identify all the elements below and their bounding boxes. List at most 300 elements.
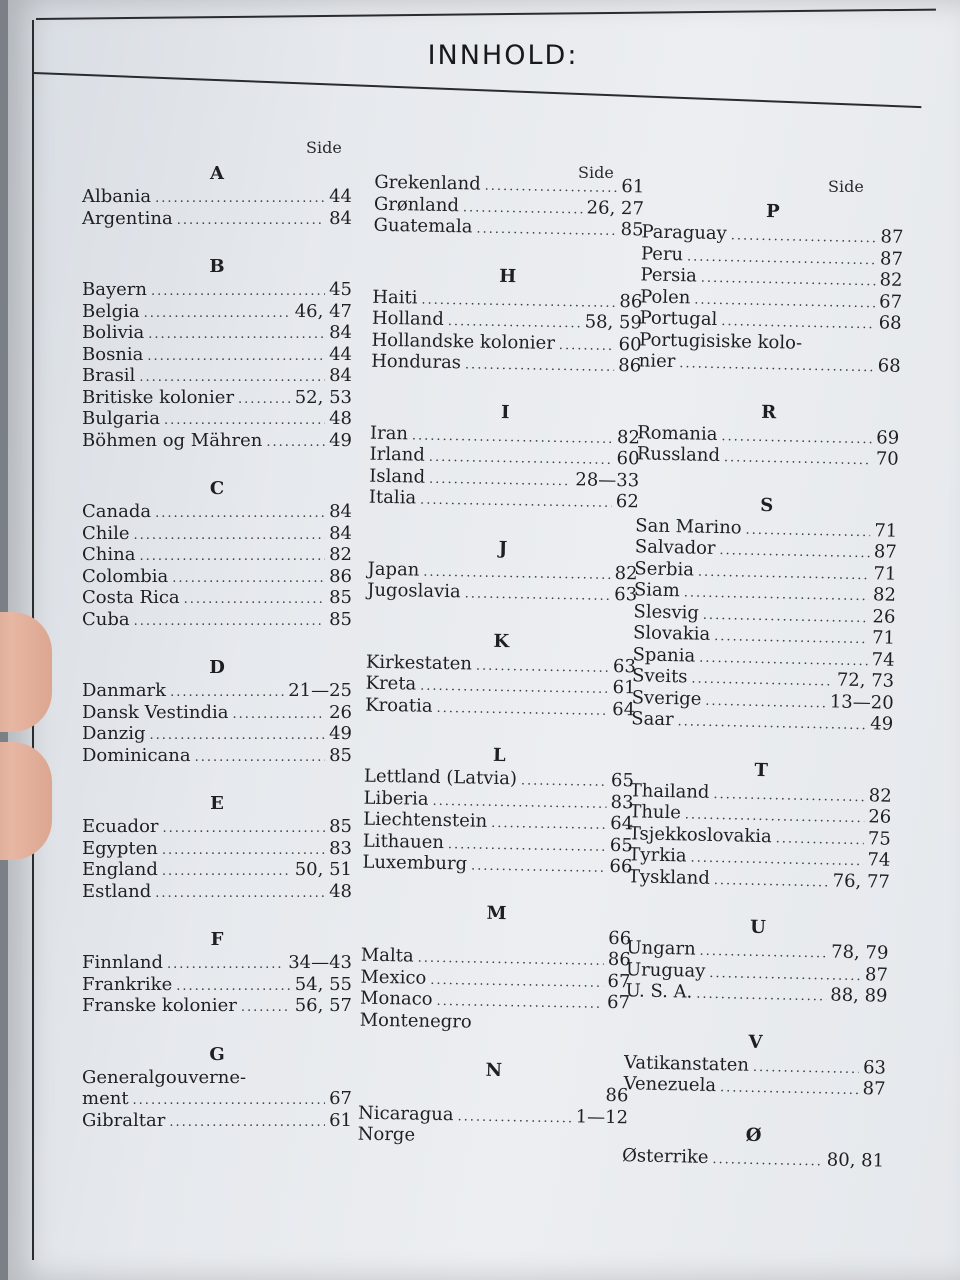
dot-leader [170, 682, 284, 704]
entry-name: Chile [82, 522, 130, 544]
section-letter: A [210, 163, 224, 184]
entry-page-number: 68 [877, 355, 901, 377]
entry-name: Italia [368, 486, 417, 509]
entry-page-number: 84 [329, 501, 352, 522]
entry-page-number: 64 [610, 812, 634, 835]
entry-page-number: 87 [862, 1078, 886, 1100]
index-entry [82, 544, 352, 566]
entry-name: Siam [633, 579, 681, 602]
section-letter: L [492, 744, 506, 767]
index-entry [82, 1067, 352, 1089]
section-letter: U [749, 916, 766, 939]
entry-page-number: 61 [329, 1109, 352, 1131]
entry-name: Bulgaria [82, 408, 160, 429]
dot-leader [559, 334, 615, 356]
entry-name: Spania [632, 643, 696, 667]
entry-name: Danzig [82, 723, 146, 744]
dot-leader [148, 324, 325, 346]
index-entry [82, 816, 352, 838]
dot-leader [484, 176, 617, 200]
entry-name: Estland [82, 880, 152, 902]
dot-leader [134, 525, 326, 547]
dot-leader [232, 704, 325, 726]
entry-page-number: 75 [867, 827, 892, 850]
entry-page-number: 68 [878, 312, 902, 334]
entry-name: Irland [369, 443, 426, 466]
entry-name: Albania [82, 186, 152, 207]
entry-page-number: 26 [872, 605, 896, 628]
entry-page-number: 63 [862, 1056, 887, 1079]
dot-leader [139, 367, 325, 389]
entry-name: Costa Rica [82, 587, 180, 608]
entry-name: Franske kolonier [82, 995, 237, 1016]
entry-page-number: 86 [329, 565, 352, 587]
dot-leader [147, 346, 325, 368]
dot-leader [176, 976, 290, 998]
side-heading-col2: Side [578, 163, 614, 182]
dot-leader [463, 197, 583, 221]
index-entry [82, 387, 352, 409]
section-letter: H [499, 265, 517, 287]
entry-name: Mexico [360, 966, 427, 989]
entry-page-number: 62 [615, 490, 639, 513]
dot-leader [699, 941, 827, 965]
dot-leader [491, 813, 606, 837]
index-entry [82, 587, 352, 609]
entry-page-number: 64 [612, 698, 636, 720]
entry-name: Russland [636, 443, 721, 467]
index-entry [82, 859, 352, 881]
entry-name: Kirkestaten [365, 651, 473, 674]
entry-page-number: 63 [612, 655, 637, 677]
dot-leader [521, 770, 607, 793]
dot-leader [720, 1077, 859, 1101]
dot-leader [155, 883, 325, 905]
entry-page-number: 88, 89 [830, 984, 888, 1007]
section-letter: N [485, 1059, 503, 1082]
dot-leader [721, 426, 872, 451]
entry-page-number: 74 [867, 849, 891, 871]
book-page [8, 0, 960, 1280]
entry-page-number: 63 [614, 583, 638, 606]
section-letter: S [760, 494, 774, 516]
entry-page-number: 34—43 [288, 952, 352, 973]
entry-name: ment [82, 1088, 129, 1109]
index-column-3 [622, 197, 904, 1171]
dot-leader [172, 568, 325, 590]
entry-name: Ungarn [626, 937, 696, 960]
dot-leader [184, 589, 325, 611]
index-entry [82, 838, 352, 860]
entry-name: Colombia [82, 565, 169, 587]
entry-page-number: 71 [874, 519, 898, 542]
entry-page-number: 85 [329, 816, 352, 837]
entry-name: Slesvig [633, 600, 700, 624]
dot-leader [713, 783, 865, 808]
entry-page-number: 67 [329, 1088, 352, 1109]
entry-page-number: 50, 51 [294, 859, 352, 880]
entry-page-number: 84 [329, 522, 352, 544]
entry-name: Bolivia [82, 322, 145, 343]
entry-page-number: 82 [614, 562, 638, 584]
entry-name: Grønland [373, 193, 460, 216]
dot-leader [719, 540, 870, 565]
entry-name: Cuba [82, 608, 130, 630]
dot-leader [436, 697, 608, 721]
entry-page-number: 49 [329, 723, 352, 744]
entry-name: Argentina [82, 207, 173, 229]
side-heading-col3: Side [828, 177, 864, 196]
entry-name: Slovakia [632, 622, 711, 645]
entry-page-number: 87 [879, 247, 904, 270]
entry-page-number: 48 [329, 408, 352, 429]
dot-leader [144, 303, 291, 325]
dot-leader [691, 669, 833, 693]
section-letter: P [765, 200, 780, 223]
entry-page-number: 45 [329, 279, 352, 300]
index-entry [82, 952, 352, 974]
entry-page-number: 85 [620, 219, 644, 241]
entry-page-number: 71 [871, 627, 896, 649]
index-entry [82, 680, 352, 702]
index-entry [625, 980, 887, 1007]
section-letter: C [209, 478, 225, 499]
section-letter: F [210, 929, 224, 950]
section-letter: D [209, 657, 225, 678]
index-entry [82, 301, 352, 323]
index-entry [82, 881, 352, 903]
entry-name: Thule [629, 801, 682, 824]
entry-page-number: 86 [607, 948, 631, 971]
dot-leader [714, 870, 829, 894]
entry-page-number: 82 [879, 269, 903, 291]
entry-name: Portugal [639, 307, 718, 330]
entry-name: San Marino [635, 514, 742, 539]
dot-leader [465, 583, 611, 607]
entry-page-number: 49 [329, 429, 352, 451]
entry-page-number: 85 [329, 744, 352, 766]
entry-name: Montenegro [359, 1009, 472, 1033]
entry-page-number: 49 [870, 713, 894, 735]
index-entry [622, 1145, 884, 1172]
entry-name: Dominicana [82, 744, 191, 766]
entry-page-number: 60 [618, 333, 642, 355]
dot-leader [709, 962, 861, 987]
index-entry [82, 279, 352, 301]
entry-page-number: 72, 73 [836, 669, 895, 692]
dot-leader [776, 828, 865, 851]
index-entry [82, 365, 352, 387]
entry-page-number: 26 [868, 806, 892, 828]
thumb-finger-lower [0, 742, 52, 860]
entry-name: Peru [640, 242, 684, 265]
index-entry [639, 350, 901, 377]
index-entry [82, 566, 352, 588]
entry-name: Brasil [82, 365, 136, 386]
dot-leader [677, 711, 866, 736]
entry-page-number: 61 [612, 676, 636, 699]
entry-name: Paraguay [641, 221, 728, 245]
index-entry [82, 322, 352, 344]
entry-page-number: 58, 59 [584, 311, 643, 334]
entry-name: Britiske kolonier [82, 386, 235, 408]
entry-page-number: 84 [329, 207, 352, 229]
entry-page-number: 1—12 [575, 1105, 629, 1128]
index-entry [82, 1088, 352, 1110]
entry-page-number: 80, 81 [826, 1148, 885, 1172]
entry-page-number: 66 [609, 855, 633, 878]
entry-page-number: 82 [872, 584, 897, 606]
index-entry [82, 408, 352, 430]
dot-leader [162, 840, 325, 862]
entry-name: Honduras [371, 350, 462, 374]
entry-name: Japan [367, 558, 420, 581]
entry-page-number: 86 [605, 1084, 629, 1107]
dot-leader [155, 503, 325, 525]
dot-leader [712, 1149, 823, 1173]
entry-name: Persia [640, 264, 698, 287]
entry-name: England [82, 859, 158, 880]
entry-name: Finnland [82, 952, 164, 973]
entry-name: Romania [637, 421, 718, 445]
section-letter: I [500, 401, 510, 423]
dot-leader [724, 447, 872, 472]
entry-name: Hollandske kolonier [371, 329, 556, 354]
entry-name: Lettland (Latvia) [363, 765, 518, 790]
section-letter: G [209, 1043, 225, 1065]
dot-leader [266, 432, 325, 454]
entry-name: Luxemburg [362, 851, 468, 875]
entry-name: Serbia [634, 557, 695, 581]
entry-page-number: 67 [606, 991, 631, 1014]
section-letter: K [493, 630, 510, 652]
index-entry [82, 501, 352, 523]
entry-page-number: 61 [621, 176, 645, 198]
entry-page-number: 67 [607, 970, 631, 992]
entry-page-number: 78, 79 [830, 941, 889, 964]
dot-leader [155, 188, 325, 210]
entry-page-number: 66 [608, 927, 632, 949]
entry-name: Lithauen [362, 830, 445, 853]
entry-name: Tyrkia [628, 844, 687, 867]
entry-page-number: 82 [616, 426, 641, 448]
dot-leader [134, 611, 325, 633]
entry-name: Ecuador [82, 816, 159, 837]
entry-name: Gibraltar [82, 1109, 166, 1131]
index-entry [82, 186, 352, 208]
entry-page-number: 70 [875, 448, 899, 470]
dot-leader [448, 834, 606, 858]
entry-name: Portugisiske kolo- [638, 328, 803, 354]
thumb-finger [0, 612, 52, 732]
index-entry [82, 1110, 352, 1132]
title-underline-rule [34, 72, 921, 108]
dot-leader [241, 997, 291, 1019]
section-letter: J [498, 537, 508, 559]
dot-leader [430, 969, 604, 994]
entry-name: Guatemala [373, 214, 473, 238]
index-entry [82, 523, 352, 545]
entry-name: Thailand [629, 779, 710, 803]
entry-name: Tsjekkoslovakia [628, 822, 772, 847]
dot-leader [420, 490, 612, 515]
entry-page-number: 60 [616, 447, 640, 470]
entry-page-number: 65 [609, 834, 633, 856]
entry-name: U. S. A. [625, 980, 693, 1003]
dot-leader [163, 818, 326, 840]
entry-page-number: 86 [619, 290, 643, 312]
entry-name: Böhmen og Mähren [82, 429, 263, 451]
section-letter: M [486, 902, 507, 924]
entry-name: Nicaragua [357, 1102, 454, 1125]
dot-leader [238, 389, 291, 411]
entry-page-number: 21—25 [288, 680, 352, 701]
entry-page-number: 13—20 [829, 690, 894, 714]
entry-name: Island [369, 465, 426, 488]
entry-page-number: 85 [329, 587, 352, 608]
dot-leader [151, 281, 325, 303]
index-entry [82, 430, 352, 452]
entry-page-number: 87 [880, 226, 904, 248]
entry-page-number: 87 [864, 963, 889, 986]
entry-page-number: 84 [329, 365, 352, 386]
entry-name: Malta [360, 944, 414, 967]
entry-name: China [82, 544, 136, 565]
entry-page-number: 65 [610, 769, 635, 792]
entry-page-number: 28—33 [575, 468, 640, 491]
entry-name: Danmark [82, 680, 167, 701]
entry-name: Iran [369, 422, 409, 444]
entry-name: Egypten [82, 837, 158, 859]
entry-name: Kroatia [365, 694, 433, 717]
entry-page-number: 85 [329, 608, 352, 630]
entry-name: Salvador [634, 536, 716, 559]
entry-page-number: 54, 55 [294, 973, 352, 995]
entry-page-number: 48 [329, 880, 352, 902]
section-letter: V [748, 1031, 763, 1053]
entry-name: Frankrike [82, 973, 173, 995]
frame-top-rule [36, 9, 936, 20]
entry-name: Kreta [365, 672, 417, 695]
entry-name: Saar [631, 708, 674, 731]
section-letter: B [209, 256, 225, 277]
dot-leader [705, 690, 826, 714]
dot-leader [150, 725, 326, 747]
entry-page-number: 71 [873, 562, 897, 585]
dot-leader [133, 1090, 326, 1112]
entry-name: Vatikanstaten [623, 1051, 750, 1076]
entry-name: Liberia [363, 787, 429, 810]
entry-name: nier [638, 350, 676, 373]
entry-page-number: 46, 47 [294, 300, 352, 322]
entry-page-number: 83 [610, 791, 634, 813]
dot-leader [476, 219, 617, 243]
entry-name: Tyskland [627, 865, 711, 889]
entry-page-number: 82 [868, 784, 892, 807]
side-heading-col1: Side [306, 138, 342, 157]
dot-leader [465, 354, 615, 378]
index-entry [82, 702, 352, 724]
entry-name: Venezuela [623, 1073, 717, 1097]
dot-leader [167, 954, 284, 976]
entry-page-number: 67 [878, 290, 903, 313]
index-column-2 [358, 172, 645, 1150]
dot-leader [457, 1106, 571, 1129]
entry-name: Uruguay [625, 958, 706, 982]
dot-leader [731, 225, 877, 250]
dot-leader [162, 861, 291, 883]
entry-name: Sverige [631, 686, 702, 710]
section-letter: R [761, 401, 777, 423]
entry-page-number: 26 [329, 701, 352, 723]
index-entry [82, 609, 352, 631]
entry-name: Liechtenstein [363, 808, 488, 832]
index-entry [82, 208, 352, 230]
dot-leader [169, 1112, 325, 1134]
entry-page-number: 56, 57 [294, 995, 352, 1016]
entry-page-number: 87 [873, 541, 898, 563]
entry-name: Canada [82, 501, 152, 522]
entry-page-number: 82 [329, 544, 352, 565]
entry-name: Polen [639, 285, 691, 308]
entry-name: Norge [357, 1123, 416, 1146]
entry-name: Monaco [359, 987, 433, 1010]
entry-name: Bayern [82, 279, 147, 300]
dot-leader [139, 546, 325, 568]
index-column-1 [82, 162, 352, 1131]
entry-page-number: 44 [329, 186, 352, 207]
entry-page-number: 86 [618, 355, 642, 377]
entry-page-number: 83 [329, 837, 352, 859]
entry-name: Grekenland [374, 171, 481, 195]
section-letter: Ø [745, 1124, 762, 1146]
entry-page-number: 76, 77 [832, 870, 891, 893]
entry-page-number: 44 [329, 343, 352, 365]
dot-leader [195, 747, 326, 769]
entry-name: Sveits [631, 665, 688, 688]
dot-leader [429, 468, 572, 492]
index-entry [82, 745, 352, 767]
dot-leader [471, 856, 606, 880]
entry-name: Belgia [82, 300, 140, 322]
entry-name: Østerrike [621, 1144, 709, 1168]
index-entry [82, 723, 352, 745]
entry-name: Haiti [372, 286, 418, 308]
entry-name: Holland [371, 307, 445, 330]
section-letter: E [210, 793, 224, 814]
entry-page-number: 26, 27 [586, 196, 645, 219]
page-title: INNHOLD: [427, 40, 579, 71]
entry-name: Bosnia [82, 343, 144, 365]
dot-leader [696, 984, 826, 1008]
entry-page-number: 74 [871, 648, 895, 671]
dot-leader [679, 353, 874, 379]
entry-page-number: 84 [329, 322, 352, 343]
dot-leader [177, 210, 325, 232]
index-entry [82, 344, 352, 366]
dot-leader [164, 410, 325, 432]
entry-name: Dansk Vestindia [82, 701, 229, 723]
dot-leader [476, 655, 609, 679]
dot-leader [753, 1056, 860, 1080]
entry-name: Generalgouverne- [82, 1066, 247, 1088]
section-letter: T [754, 759, 769, 781]
entry-page-number: 69 [876, 426, 900, 449]
dot-leader [745, 519, 870, 543]
index-entry [628, 866, 890, 893]
index-entry [82, 995, 352, 1017]
index-entry [82, 974, 352, 996]
